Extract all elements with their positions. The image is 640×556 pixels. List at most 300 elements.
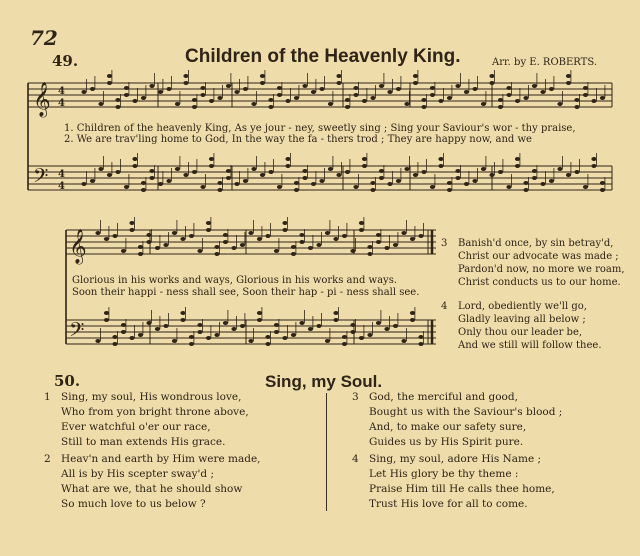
bass-1-note <box>226 176 231 180</box>
bass-1-note <box>447 188 452 192</box>
verse-number: 3 <box>441 238 448 249</box>
treble-1-note <box>472 87 477 91</box>
treble-1-note <box>574 105 579 109</box>
bass-1-note <box>498 170 503 174</box>
treble-2-note <box>155 246 160 250</box>
bass-1-note <box>336 173 341 177</box>
bass-1-note <box>183 173 188 177</box>
bass-1-note <box>438 157 443 161</box>
verse-4 <box>352 452 555 512</box>
bass-2-note <box>121 330 126 334</box>
treble-2-note <box>163 243 168 247</box>
hymn-title-49: Children of the Heavenly King. <box>185 46 461 67</box>
bass-1-note <box>149 169 154 173</box>
treble-1-note <box>302 84 307 88</box>
verse-number: 3 <box>352 391 359 403</box>
treble-1-note <box>183 74 188 78</box>
bass-1-note <box>600 188 605 192</box>
verse-3 <box>352 390 562 450</box>
bass-1-note <box>557 167 562 171</box>
treble-2-note <box>214 252 219 256</box>
treble-1-note <box>430 86 435 90</box>
bass-1-note <box>583 185 588 189</box>
time-signature-bottom: 4 <box>58 181 65 192</box>
treble-1-note <box>506 86 511 90</box>
bass-2-note <box>104 311 109 315</box>
bass-2-note <box>342 342 347 346</box>
bass-1-note <box>175 167 180 171</box>
treble-1-note <box>591 99 596 103</box>
bass-2-note <box>121 323 126 327</box>
bass-2-note <box>223 321 228 325</box>
treble-1-note <box>387 90 392 94</box>
treble-1-note <box>583 86 588 90</box>
treble-2-note <box>350 249 355 253</box>
treble-1-note <box>515 99 520 103</box>
treble-1-note <box>192 98 197 102</box>
bass-1-note <box>345 170 350 174</box>
treble-2-note <box>172 231 177 235</box>
lyric-line-verse-1: 1. Children of the heavenly King, As ye jour - ney, sweetly sing ; Sing your Saviour's wor - thy praise, <box>64 123 576 134</box>
bass-1-note <box>353 185 358 189</box>
bass-1-note <box>107 173 112 177</box>
bass-1-note <box>540 182 545 186</box>
verse-line: All is by His scepter sway'd ; <box>61 468 214 480</box>
treble-1-note <box>192 105 197 109</box>
treble-2-note <box>138 245 143 249</box>
bass-1-note <box>81 182 86 186</box>
treble-clef-icon: 𝄞 <box>33 82 51 117</box>
bass-1-note <box>294 188 299 192</box>
page-number: 72 <box>30 26 58 50</box>
treble-1-note <box>413 74 418 78</box>
time-signature-bottom: 4 <box>58 98 65 109</box>
bass-1-note <box>251 167 256 171</box>
treble-1-note <box>285 99 290 103</box>
treble-1-note <box>175 102 180 106</box>
verse-line: Lord, obediently we'll go, <box>458 301 587 312</box>
treble-2-note <box>291 245 296 249</box>
treble-2-note <box>401 231 406 235</box>
treble-2-note <box>146 240 151 244</box>
treble-1-note <box>421 98 426 102</box>
treble-1-note <box>489 81 494 85</box>
treble-1-note <box>81 90 86 94</box>
bass-1-note <box>455 176 460 180</box>
bass-2-note <box>265 335 270 339</box>
treble-1-note <box>532 84 537 88</box>
bass-2-note <box>146 321 151 325</box>
treble-1-note <box>447 96 452 100</box>
treble-1-note <box>115 105 120 109</box>
verse-line: Guides us by His Spirit pure. <box>369 436 524 448</box>
bass-2-note <box>342 335 347 339</box>
bass-2-note <box>197 330 202 334</box>
treble-1-note <box>549 87 554 91</box>
treble-1-note <box>362 99 367 103</box>
bass-1-note <box>217 181 222 185</box>
verse-line: Banish'd once, by sin betray'd, <box>458 238 614 249</box>
treble-1-note <box>464 90 469 94</box>
bass-1-note <box>574 170 579 174</box>
bass-1-note <box>124 185 129 189</box>
verse-line: What are we, that he should show <box>61 483 243 495</box>
side-verse-3 <box>441 237 625 289</box>
treble-1-note <box>251 102 256 106</box>
treble-2-note <box>223 233 228 237</box>
bass-1-note <box>523 188 528 192</box>
treble-1-note <box>328 102 333 106</box>
treble-2-note <box>95 231 100 235</box>
bass-1-note <box>362 157 367 161</box>
bass-1-note <box>328 167 333 171</box>
bass-2-note <box>206 336 211 340</box>
treble-1-note <box>234 90 239 94</box>
treble-1-note <box>311 90 316 94</box>
bass-2-note <box>367 333 372 337</box>
treble-1-note <box>268 105 273 109</box>
bass-1-note <box>404 167 409 171</box>
treble-2-note <box>206 221 211 225</box>
treble-1-note <box>268 98 273 102</box>
treble-1-note <box>158 90 163 94</box>
bass-2-note <box>138 333 143 337</box>
treble-1-note <box>455 84 460 88</box>
bass-1-note <box>379 176 384 180</box>
bass-2-note <box>384 327 389 331</box>
bass-2-note <box>248 339 253 343</box>
treble-2-note <box>376 240 381 244</box>
verse-line: God, the merciful and good, <box>369 391 518 403</box>
bass-1-note <box>209 164 214 168</box>
bass-1-note <box>132 157 137 161</box>
bass-2-note <box>257 311 262 315</box>
bass-1-note <box>532 169 537 173</box>
side-verse-4 <box>441 300 602 352</box>
bass-2-note <box>112 342 117 346</box>
treble-clef-icon: 𝄞 <box>69 229 87 264</box>
bass-2-note <box>291 333 296 337</box>
bass-1-note <box>370 181 375 185</box>
treble-2-note <box>121 249 126 253</box>
bass-1-note <box>549 179 554 183</box>
treble-1-note <box>200 86 205 90</box>
bass-2-note <box>274 323 279 327</box>
treble-2-note <box>257 237 262 241</box>
bass-2-note <box>180 318 185 322</box>
bass-1-note <box>141 181 146 185</box>
treble-2-note <box>359 228 364 232</box>
column-divider <box>326 393 327 511</box>
treble-1-note <box>498 98 503 102</box>
treble-1-note <box>421 105 426 109</box>
treble-2-note <box>410 237 415 241</box>
verse-line: Who from yon bright throne above, <box>61 406 249 418</box>
treble-1-note <box>260 74 265 78</box>
bass-1-note <box>319 179 324 183</box>
treble-2-note <box>299 240 304 244</box>
verse-line: Let His glory be thy theme : <box>369 468 519 480</box>
verse-line: Ever watchful o'er our race, <box>61 421 211 433</box>
bass-2-note <box>393 324 398 328</box>
treble-1-note <box>141 96 146 100</box>
treble-1-note <box>277 93 282 97</box>
time-signature-top: 4 <box>58 169 65 180</box>
bass-2-note <box>410 311 415 315</box>
treble-1-note <box>574 98 579 102</box>
treble-1-note <box>583 93 588 97</box>
treble-1-note <box>430 93 435 97</box>
treble-2-note <box>104 237 109 241</box>
treble-1-note <box>370 96 375 100</box>
treble-2-note <box>316 243 321 247</box>
treble-1-note <box>540 90 545 94</box>
treble-1-note <box>107 81 112 85</box>
bass-2-note <box>95 339 100 343</box>
treble-2-note <box>367 252 372 256</box>
treble-1-note <box>413 81 418 85</box>
bass-1-note <box>132 164 137 168</box>
bass-1-note <box>515 164 520 168</box>
treble-2-note <box>129 221 134 225</box>
bass-2-note <box>333 318 338 322</box>
bass-1-note <box>158 182 163 186</box>
treble-1-note <box>209 99 214 103</box>
treble-1-note <box>353 93 358 97</box>
bass-2-note <box>129 336 134 340</box>
treble-1-note <box>404 102 409 106</box>
treble-1-note <box>523 96 528 100</box>
treble-1-note <box>107 74 112 78</box>
bass-2-note <box>197 323 202 327</box>
bass-1-note <box>566 173 571 177</box>
treble-2-note <box>333 237 338 241</box>
treble-1-note <box>345 98 350 102</box>
treble-1-note <box>260 81 265 85</box>
treble-2-note <box>138 252 143 256</box>
bass-2-note <box>265 342 270 346</box>
bass-1-note <box>396 179 401 183</box>
bass-2-note <box>282 336 287 340</box>
treble-1-note <box>379 84 384 88</box>
treble-2-note <box>418 234 423 238</box>
treble-2-note <box>214 245 219 249</box>
bass-2-note <box>180 311 185 315</box>
bass-2-note <box>189 342 194 346</box>
treble-1-note <box>557 102 562 106</box>
bass-2-note <box>214 333 219 337</box>
bass-2-note <box>418 342 423 346</box>
bass-2-note <box>418 335 423 339</box>
verse-line: Only thou our leader be, <box>458 327 583 338</box>
verse-line: Pardon'd now, no more we roam, <box>458 264 625 275</box>
treble-1-note <box>183 81 188 85</box>
treble-2-note <box>384 246 389 250</box>
treble-2-note <box>282 228 287 232</box>
bass-1-note <box>387 182 392 186</box>
bass-1-note <box>226 169 231 173</box>
bass-1-note <box>370 188 375 192</box>
verse-line: And, to make our safety sure, <box>369 421 527 433</box>
hymn-title-50: Sing, my Soul. <box>265 372 383 391</box>
bass-1-note <box>192 170 197 174</box>
verse-line: Still to man extends His grace. <box>61 436 226 448</box>
treble-1-note <box>353 86 358 90</box>
treble-1-note <box>506 93 511 97</box>
bass-1-note <box>447 181 452 185</box>
treble-2-note <box>206 228 211 232</box>
bass-2-note <box>155 327 160 331</box>
bass-2-note <box>410 318 415 322</box>
time-signature-top: 4 <box>58 86 65 97</box>
verse-line: And we still will follow thee. <box>458 340 602 351</box>
bass-2-note <box>350 330 355 334</box>
bass-1-note <box>591 157 596 161</box>
bass-1-note <box>489 173 494 177</box>
bass-1-note <box>438 164 443 168</box>
bass-1-note <box>591 164 596 168</box>
treble-1-note <box>294 96 299 100</box>
verse-line: Heav'n and earth by Him were made, <box>61 453 261 465</box>
bass-1-note <box>260 173 265 177</box>
treble-2-note <box>180 237 185 241</box>
hymn-number-50: 50. <box>54 372 81 390</box>
treble-1-note <box>124 93 129 97</box>
treble-1-note <box>489 74 494 78</box>
treble-1-note <box>115 98 120 102</box>
treble-2-note <box>223 240 228 244</box>
treble-2-note <box>359 221 364 225</box>
bass-2-note <box>308 327 313 331</box>
lyric-line-verse-1b: Glorious in his works and ways, Glorious in his works and ways. <box>72 275 398 286</box>
verse-number: 4 <box>441 301 448 312</box>
treble-1-note <box>90 87 95 91</box>
bass-2-note <box>376 321 381 325</box>
treble-2-note <box>189 234 194 238</box>
treble-2-note <box>342 234 347 238</box>
treble-1-note <box>124 86 129 90</box>
treble-1-note <box>166 87 171 91</box>
bass-1-note <box>455 169 460 173</box>
treble-2-note <box>291 252 296 256</box>
bass-1-note <box>234 182 239 186</box>
treble-2-note <box>240 243 245 247</box>
bass-1-note <box>217 188 222 192</box>
verse-2 <box>44 452 261 512</box>
bass-1-note <box>243 179 248 183</box>
bass-2-note <box>350 323 355 327</box>
bass-2-note <box>189 335 194 339</box>
treble-2-note <box>282 221 287 225</box>
treble-1-note <box>277 86 282 90</box>
verse-1 <box>44 390 249 450</box>
treble-2-note <box>146 233 151 237</box>
bass-1-note <box>141 188 146 192</box>
verse-line: Bought us with the Saviour's blood ; <box>369 406 563 418</box>
treble-1-note <box>319 87 324 91</box>
bass-1-note <box>209 157 214 161</box>
bass-1-note <box>90 179 95 183</box>
bass-2-note <box>333 311 338 315</box>
bass-1-note <box>523 181 528 185</box>
bass-1-note <box>600 181 605 185</box>
bass-1-note <box>379 169 384 173</box>
verse-line: So much love to us below ? <box>61 498 206 510</box>
verse-line: Christ our advocate was made ; <box>458 251 619 262</box>
treble-2-note <box>367 245 372 249</box>
bass-1-note <box>302 169 307 173</box>
bass-1-note <box>200 185 205 189</box>
verse-line: Sing, my soul, adore His Name ; <box>369 453 542 465</box>
treble-2-note <box>265 234 270 238</box>
treble-1-note <box>98 102 103 106</box>
treble-2-note <box>112 234 117 238</box>
treble-2-note <box>197 249 202 253</box>
bass-1-note <box>430 185 435 189</box>
bass-1-note <box>481 167 486 171</box>
verse-number: 4 <box>352 453 359 465</box>
arranger-credit: Arr. by E. ROBERTS. <box>492 57 597 68</box>
bass-1-note <box>115 170 120 174</box>
bass-1-note <box>532 176 537 180</box>
bass-1-note <box>464 182 469 186</box>
bass-1-note <box>277 185 282 189</box>
treble-1-note <box>566 74 571 78</box>
verse-line: Christ conducts us to our home. <box>458 277 621 288</box>
bass-1-note <box>311 182 316 186</box>
bass-2-note <box>240 324 245 328</box>
treble-1-note <box>336 74 341 78</box>
bass-2-note <box>325 339 330 343</box>
bass-2-note <box>359 336 364 340</box>
treble-1-note <box>200 93 205 97</box>
hymn-number-49: 49. <box>52 52 79 70</box>
bass-1-note <box>515 157 520 161</box>
treble-1-note <box>566 81 571 85</box>
treble-2-note <box>129 228 134 232</box>
bass-clef-icon: 𝄢 <box>69 318 85 346</box>
treble-1-note <box>336 81 341 85</box>
verse-number: 1 <box>44 391 51 403</box>
treble-1-note <box>132 99 137 103</box>
treble-2-note <box>299 233 304 237</box>
bass-2-note <box>172 339 177 343</box>
treble-2-note <box>376 233 381 237</box>
treble-1-note <box>217 96 222 100</box>
treble-1-note <box>438 99 443 103</box>
bass-1-note <box>294 181 299 185</box>
bass-2-note <box>299 321 304 325</box>
treble-1-note <box>149 84 154 88</box>
bass-2-note <box>257 318 262 322</box>
treble-2-note <box>231 246 236 250</box>
bass-2-note <box>231 327 236 331</box>
bass-1-note <box>149 176 154 180</box>
treble-1-note <box>498 105 503 109</box>
bass-1-note <box>413 173 418 177</box>
treble-1-note <box>243 87 248 91</box>
bass-2-note <box>163 324 168 328</box>
bass-2-note <box>316 324 321 328</box>
treble-1-note <box>481 102 486 106</box>
bass-clef-icon: 𝄢 <box>33 164 49 192</box>
treble-1-note <box>226 84 231 88</box>
bass-1-note <box>302 176 307 180</box>
lyric-line-verse-2b: Soon their happi - ness shall see, Soon their hap - pi - ness shall see. <box>72 287 420 298</box>
verse-number: 2 <box>44 453 51 465</box>
bass-2-note <box>104 318 109 322</box>
treble-2-note <box>393 243 398 247</box>
